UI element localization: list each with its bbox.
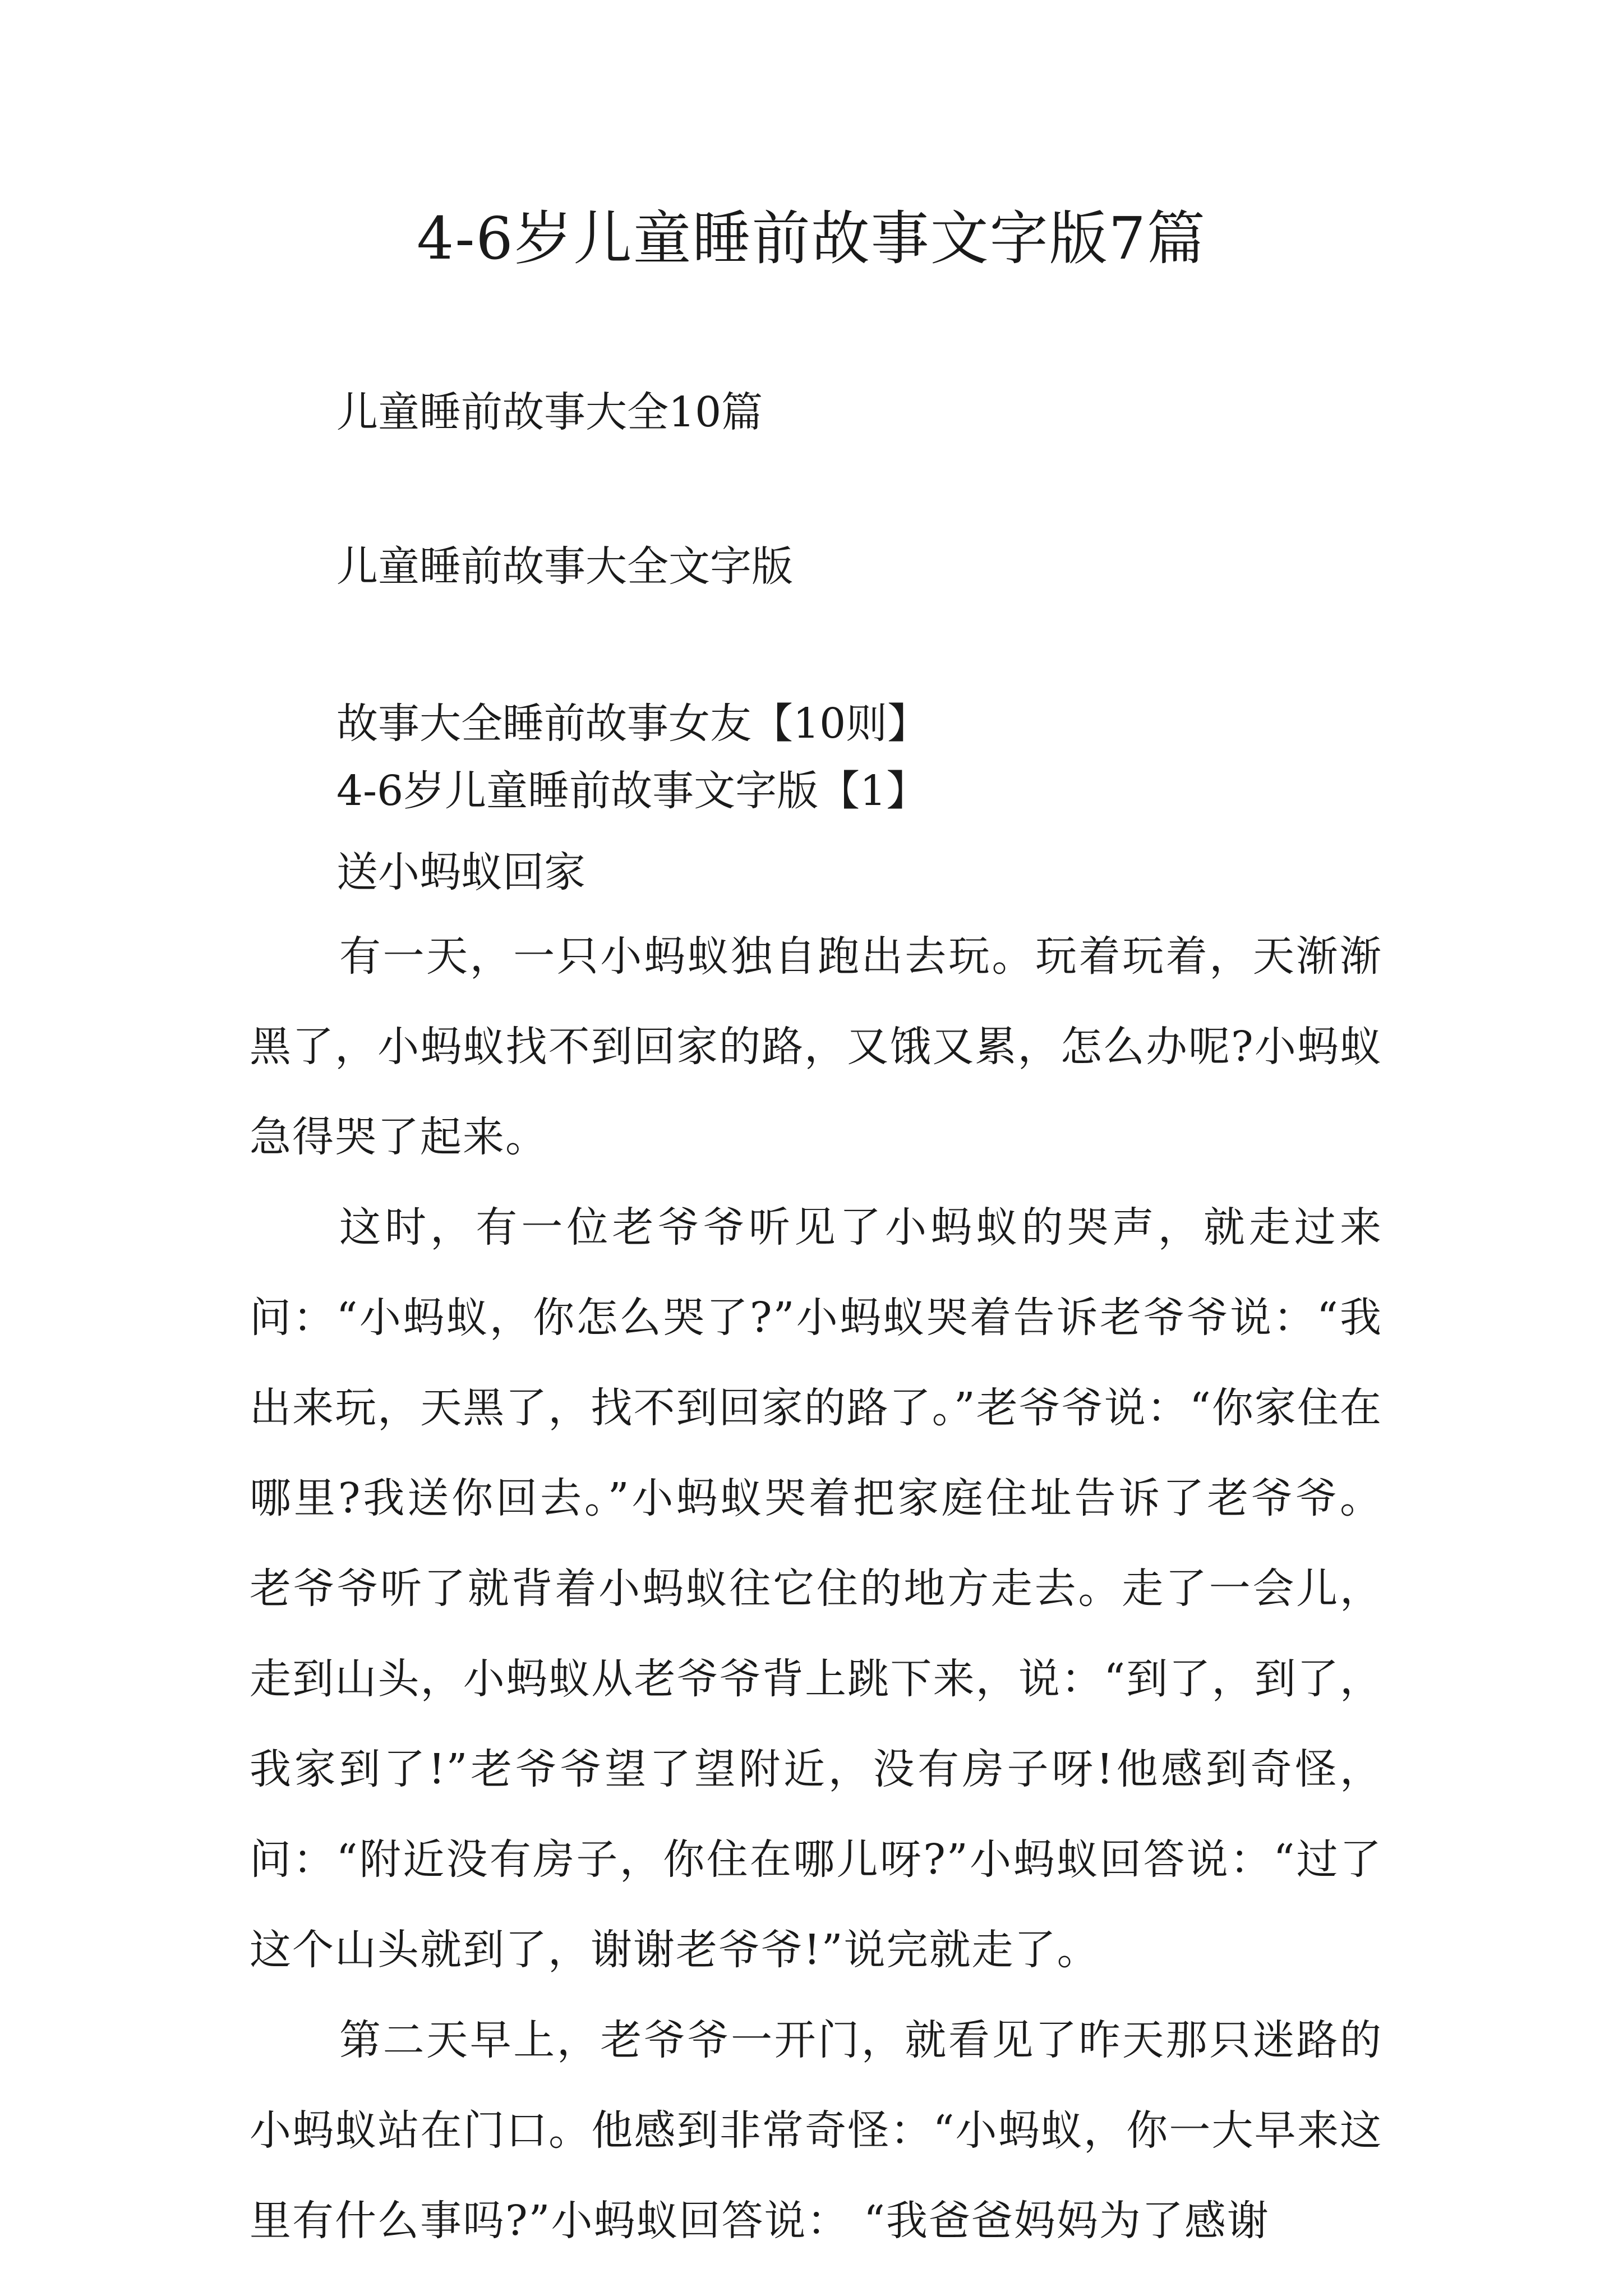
story-body (250, 912, 1382, 2266)
section-heading: 4-6岁儿童睡前故事文字版【1】 (336, 767, 928, 815)
document-title: 4-6岁儿童睡前故事文字版7篇 (417, 204, 1206, 273)
related-link-1[interactable]: 儿童睡前故事大全10篇 (336, 388, 763, 436)
related-link-3[interactable]: 故事大全睡前故事女友【10则】 (336, 700, 929, 748)
story-paragraph-3: 第二天早上，老爷爷一开门，就看见了昨天那只迷路的小蚂蚁站在门口。他感到非常奇怪：“小蚂蚁，你一大早来这里有什么事吗?”小蚂蚁回答说： “我爸爸妈妈为了感谢 (250, 2016, 1382, 2245)
story-paragraph-2: 这时，有一位老爷爷听见了小蚂蚁的哭声，就走过来问：“小蚂蚁，你怎么哭了?”小蚂蚁哭着告诉老爷爷说：“我出来玩，天黑了，找不到回家的路了。”老爷爷说：“你家住在哪里?我送你回去。”小蚂蚁哭着把家庭住址告诉了老爷爷。老爷爷听了就背着小蚂蚁往它住的地方走去。走了一会儿，走到山头，小蚂蚁从老爷爷背上跳下来，说：“到了，到了，我家到了!”老爷爷望了望附近，没有房子呀!他感到奇怪，问：“附近没有房子，你住在哪儿呀?”小蚂蚁回答说：“过了这个山头就到了，谢谢老爷爷!”说完就走了。 (250, 1203, 1382, 1974)
story-title: 送小蚂蚁回家 (336, 848, 585, 896)
story-paragraph-1: 有一天，一只小蚂蚁独自跑出去玩。玩着玩着，天渐渐黑了，小蚂蚁找不到回家的路，又饿又累，怎么办呢?小蚂蚁急得哭了起来。 (250, 932, 1382, 1161)
related-link-2[interactable]: 儿童睡前故事大全文字版 (336, 542, 793, 591)
